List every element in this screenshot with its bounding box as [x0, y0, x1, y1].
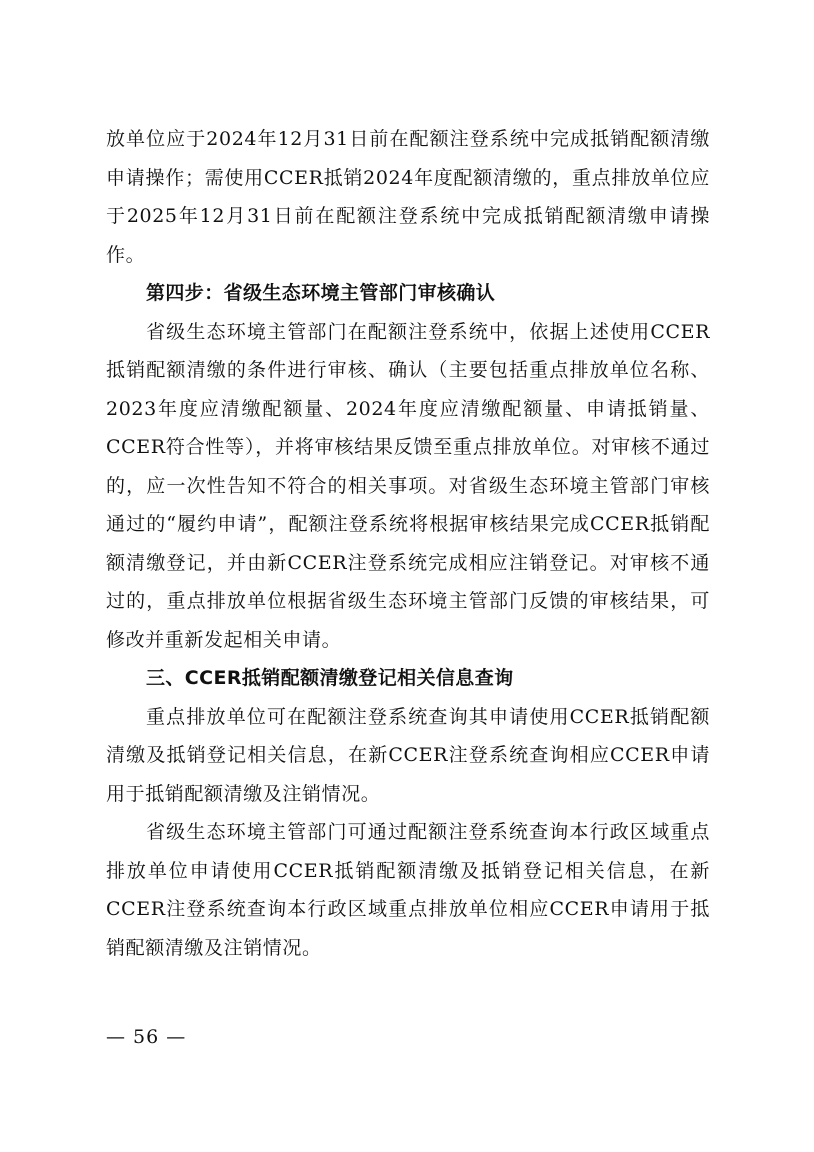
paragraph-review-confirmation: 省级生态环境主管部门在配额注登系统中，依据上述使用CCER抵销配额清缴的条件进行审核、确认（主要包括重点排放单位名称、2023年度应清缴配额量、2024年度应清缴配额量、申请抵销量、CCER符合性等），并将审核结果反馈至重点排放单位。对审核不通过的，应一次性告知不符合的相关事项。对省级生态环境主管部门审核通过的“履约申请”，配额注登系统将根据审核结果完成CCER抵销配额清缴登记，并由新CCER注登系统完成相应注销登记。对审核不通过的，重点排放单位根据省级生态环境主管部门反馈的审核结果，可修改并重新发起相关申请。 [106, 320, 710, 651]
section-three-heading: 三、CCER抵销配额清缴登记相关信息查询 [146, 667, 514, 689]
paragraph-authority-query: 省级生态环境主管部门可通过配额注登系统查询本行政区域重点排放单位申请使用CCER抵销配额清缴及抵销登记相关信息，在新CCER注登系统查询本行政区域重点排放单位相应CCER申请用于抵销配额清缴及注销情况。 [106, 821, 710, 959]
page-number: — 56 — [106, 1026, 187, 1048]
document-body [106, 120, 710, 967]
paragraph-unit-query: 重点排放单位可在配额注登系统查询其申请使用CCER抵销配额清缴及抵销登记相关信息，在新CCER注登系统查询相应CCER申请用于抵销配额清缴及注销情况。 [106, 705, 710, 805]
paragraph-continuation: 放单位应于2024年12月31日前在配额注登系统中完成抵销配额清缴申请操作；需使用CCER抵销2024年度配额清缴的，重点排放单位应于2025年12月31日前在配额注登系统中完成抵销配额清缴申请操作。 [106, 128, 710, 266]
step-four-heading: 第四步：省级生态环境主管部门审核确认 [146, 282, 496, 304]
